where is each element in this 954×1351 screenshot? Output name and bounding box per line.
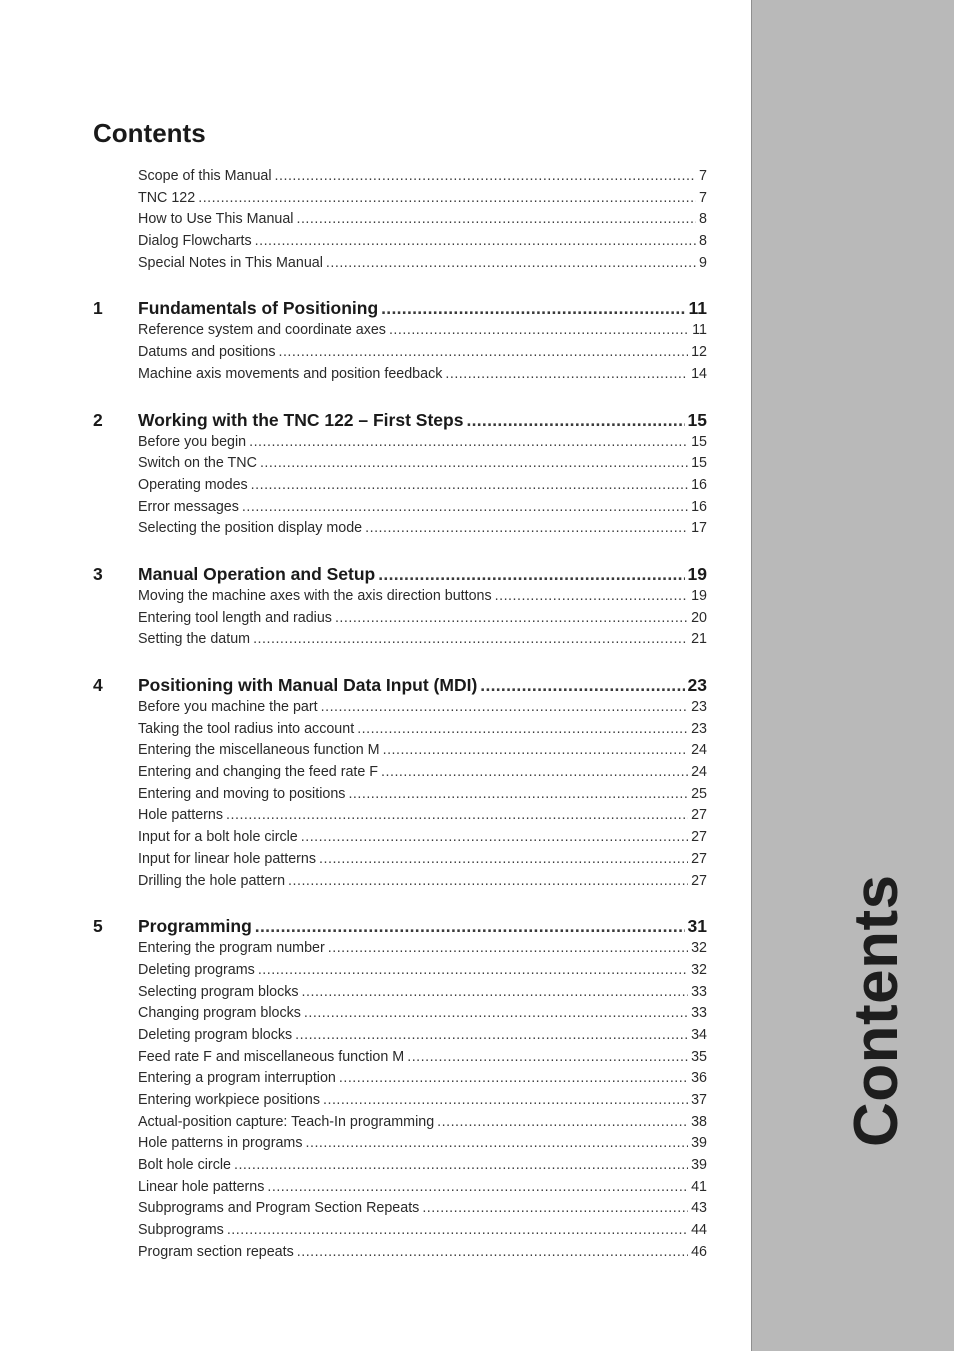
- entry-page: 33: [691, 983, 707, 1000]
- entry-title: Reference system and coordinate axes: [138, 322, 386, 339]
- entry-page: 15: [691, 455, 707, 472]
- toc-entry[interactable]: [93, 1157, 707, 1179]
- entry-title: Hole patterns: [138, 807, 224, 824]
- entry-page: 14: [691, 365, 707, 382]
- toc-entry[interactable]: [93, 588, 707, 610]
- entry-page: 32: [691, 961, 707, 978]
- toc-entry[interactable]: [93, 764, 707, 786]
- entry-title: Selecting the position display mode: [138, 520, 363, 537]
- entry-page: 33: [691, 1005, 707, 1022]
- dot-leader: [381, 764, 688, 780]
- entry-title: Input for a bolt hole circle: [138, 829, 298, 846]
- entry-page: 32: [691, 940, 707, 957]
- dot-leader: [297, 1244, 688, 1260]
- entry-page: 24: [691, 764, 707, 781]
- chapter-page: 15: [687, 409, 707, 430]
- toc-entry[interactable]: [93, 1027, 707, 1049]
- toc-entry[interactable]: [93, 1114, 707, 1136]
- toc-entry[interactable]: [93, 168, 707, 190]
- dot-leader: [445, 366, 688, 382]
- toc-entry[interactable]: [93, 699, 707, 721]
- toc-entry[interactable]: [93, 1049, 707, 1071]
- entry-page: 11: [692, 322, 707, 339]
- dot-leader: [323, 1092, 688, 1108]
- dot-leader: [304, 1005, 688, 1021]
- dot-leader: [226, 807, 688, 823]
- entry-page: 27: [691, 829, 707, 846]
- entry-title: Deleting program blocks: [138, 1026, 293, 1043]
- toc-entry[interactable]: [93, 807, 707, 829]
- entry-page: 9: [699, 254, 707, 271]
- entry-page: 27: [691, 807, 707, 824]
- entry-page: 8: [699, 233, 707, 250]
- chapter-page: 31: [687, 916, 707, 937]
- dot-leader: [381, 298, 685, 319]
- toc-entry[interactable]: [93, 477, 707, 499]
- toc-chapter[interactable]: [93, 564, 707, 588]
- entry-page: 8: [699, 211, 707, 228]
- toc-entry[interactable]: [93, 1070, 707, 1092]
- toc-entry[interactable]: [93, 1179, 707, 1201]
- dot-leader: [466, 410, 684, 431]
- chapter-number: 5: [93, 916, 103, 937]
- entry-page: 36: [691, 1070, 707, 1087]
- chapter-title: Positioning with Manual Data Input (MDI): [138, 675, 478, 695]
- entry-title: Setting the datum: [138, 631, 251, 648]
- chapter-title: Programming: [138, 916, 252, 937]
- dot-leader: [383, 742, 689, 758]
- dot-leader: [296, 211, 696, 227]
- dot-leader: [328, 940, 688, 956]
- entry-page: 27: [691, 872, 707, 889]
- toc-entry[interactable]: [93, 1005, 707, 1027]
- side-tab-title: Contents: [842, 874, 911, 1147]
- dot-leader: [255, 233, 696, 249]
- entry-title: Feed rate F and miscellaneous function M: [138, 1048, 405, 1065]
- toc-entry[interactable]: [93, 344, 707, 366]
- toc-entry[interactable]: [93, 233, 707, 255]
- entry-title: Taking the tool radius into account: [138, 720, 355, 737]
- entry-title: Moving the machine axes with the axis direction buttons: [138, 587, 492, 604]
- dot-leader: [234, 1157, 688, 1173]
- entry-page: 43: [691, 1200, 707, 1217]
- entry-title: Before you begin: [138, 433, 247, 450]
- entry-page: 41: [691, 1178, 707, 1195]
- chapter-number: 4: [93, 675, 103, 695]
- entry-page: 25: [691, 785, 707, 802]
- entry-title: Entering workpiece positions: [138, 1092, 320, 1108]
- toc-entry[interactable]: [93, 631, 707, 653]
- dot-leader: [258, 962, 688, 978]
- chapter-page: 23: [687, 675, 707, 695]
- chapter-title: Working with the TNC 122 – First Steps: [138, 409, 464, 430]
- entry-title: Entering tool length and radius: [138, 609, 332, 626]
- entry-title: Special Notes in This Manual: [138, 254, 323, 271]
- toc-entry[interactable]: [93, 366, 707, 388]
- dot-leader: [249, 434, 688, 450]
- entry-title: Switch on the TNC: [138, 455, 257, 472]
- dot-leader: [278, 344, 688, 360]
- entry-title: Scope of this Manual: [138, 168, 272, 184]
- toc-chapter[interactable]: [93, 916, 707, 940]
- entry-page: 35: [691, 1048, 707, 1065]
- chapter-title: Manual Operation and Setup: [138, 563, 376, 584]
- entry-page: 16: [691, 476, 707, 493]
- toc-entry[interactable]: [93, 1092, 707, 1114]
- dot-leader: [357, 721, 688, 737]
- entry-title: Bolt hole circle: [138, 1157, 231, 1174]
- page-title: Contents: [93, 118, 206, 148]
- toc-entry[interactable]: [93, 322, 707, 344]
- toc-entry[interactable]: [93, 190, 707, 212]
- dot-leader: [255, 916, 685, 937]
- entry-title: Program section repeats: [138, 1243, 294, 1260]
- chapter-page: 11: [688, 298, 707, 319]
- dot-leader: [267, 1179, 688, 1195]
- toc-entry[interactable]: [93, 1222, 707, 1244]
- chapter-number: 1: [93, 298, 103, 319]
- chapter-number: 2: [93, 409, 103, 430]
- entry-title: Before you machine the part: [138, 699, 318, 715]
- dot-leader: [288, 873, 688, 889]
- toc-entry[interactable]: [93, 721, 707, 743]
- entry-title: Entering a program interruption: [138, 1070, 336, 1087]
- side-tab: [751, 0, 954, 1351]
- entry-title: Error messages: [138, 498, 239, 515]
- dot-leader: [389, 322, 689, 338]
- dot-leader: [302, 984, 689, 1000]
- entry-page: 46: [691, 1243, 707, 1260]
- toc-chapter[interactable]: [93, 410, 707, 434]
- dot-leader: [348, 786, 688, 802]
- entry-page: 21: [691, 631, 707, 648]
- dot-leader: [306, 1135, 689, 1151]
- entry-page: 15: [691, 433, 707, 450]
- toc-entry[interactable]: [93, 1200, 707, 1222]
- chapter-number: 3: [93, 563, 103, 584]
- entry-page: 20: [691, 609, 707, 626]
- dot-leader: [365, 520, 688, 536]
- dot-leader: [198, 190, 696, 206]
- entry-title: Datums and positions: [138, 344, 276, 361]
- dot-leader: [422, 1200, 688, 1216]
- toc-entry[interactable]: [93, 742, 707, 764]
- toc-entry[interactable]: [93, 873, 707, 895]
- entry-page: 37: [691, 1092, 707, 1108]
- entry-title: Machine axis movements and position feedback: [138, 365, 443, 382]
- chapter-page: 19: [687, 563, 707, 584]
- entry-page: 7: [699, 189, 707, 206]
- entry-page: 12: [691, 344, 707, 361]
- entry-page: 23: [691, 720, 707, 737]
- toc-entry[interactable]: [93, 255, 707, 277]
- toc-entry[interactable]: [93, 211, 707, 233]
- dot-leader: [326, 255, 696, 271]
- dot-leader: [242, 499, 688, 515]
- entry-title: Input for linear hole patterns: [138, 850, 317, 867]
- toc-entry[interactable]: [93, 434, 707, 456]
- toc-entry[interactable]: [93, 499, 707, 521]
- entry-page: 7: [699, 168, 707, 184]
- dot-leader: [227, 1222, 688, 1238]
- dot-leader: [407, 1049, 688, 1065]
- chapter-title: Fundamentals of Positioning: [138, 298, 379, 319]
- entry-page: 23: [691, 699, 707, 715]
- entry-title: Entering and moving to positions: [138, 785, 346, 802]
- dot-leader: [378, 564, 684, 585]
- dot-leader: [275, 168, 697, 184]
- entry-page: 38: [691, 1113, 707, 1130]
- toc-entry[interactable]: [93, 984, 707, 1006]
- toc-entry[interactable]: [93, 1244, 707, 1266]
- entry-title: Deleting programs: [138, 961, 255, 978]
- toc-entry[interactable]: [93, 940, 707, 962]
- dot-leader: [335, 610, 688, 626]
- entry-title: Dialog Flowcharts: [138, 233, 252, 250]
- toc-entry[interactable]: [93, 455, 707, 477]
- toc-entry[interactable]: [93, 851, 707, 873]
- entry-title: How to Use This Manual: [138, 211, 294, 228]
- toc-entry[interactable]: [93, 520, 707, 542]
- entry-title: Entering the miscellaneous function M: [138, 742, 380, 759]
- dot-leader: [251, 477, 688, 493]
- toc-entry[interactable]: [93, 610, 707, 632]
- toc-entry[interactable]: [93, 829, 707, 851]
- entry-page: 27: [691, 850, 707, 867]
- dot-leader: [319, 851, 688, 867]
- entry-title: Entering and changing the feed rate F: [138, 764, 379, 781]
- dot-leader: [260, 455, 688, 471]
- entry-page: 17: [691, 520, 707, 537]
- entry-page: 44: [691, 1222, 707, 1239]
- entry-title: Linear hole patterns: [138, 1178, 265, 1195]
- dot-leader: [437, 1114, 688, 1130]
- entry-title: Drilling the hole pattern: [138, 872, 286, 889]
- entry-title: Operating modes: [138, 476, 248, 493]
- dot-leader: [295, 1027, 688, 1043]
- toc-chapter[interactable]: [93, 298, 707, 322]
- entry-page: 19: [691, 587, 707, 604]
- entry-title: Subprograms: [138, 1222, 224, 1239]
- entry-title: Selecting program blocks: [138, 983, 299, 1000]
- dot-leader: [495, 588, 688, 604]
- dot-leader: [321, 699, 688, 715]
- toc-entry[interactable]: [93, 962, 707, 984]
- entry-title: Actual-position capture: Teach-In programming: [138, 1113, 435, 1130]
- dot-leader: [339, 1070, 688, 1086]
- dot-leader: [480, 675, 684, 696]
- entry-title: Changing program blocks: [138, 1005, 301, 1022]
- toc-entry[interactable]: [93, 1135, 707, 1157]
- dot-leader: [253, 631, 688, 647]
- entry-title: Hole patterns in programs: [138, 1135, 303, 1152]
- toc-entry[interactable]: [93, 786, 707, 808]
- entry-page: 16: [691, 498, 707, 515]
- entry-page: 24: [691, 742, 707, 759]
- toc-chapter[interactable]: [93, 675, 707, 699]
- dot-leader: [301, 829, 688, 845]
- entry-title: Entering the program number: [138, 940, 325, 957]
- entry-page: 39: [691, 1135, 707, 1152]
- table-of-contents: [93, 168, 707, 1266]
- entry-page: 34: [691, 1026, 707, 1043]
- entry-page: 39: [691, 1157, 707, 1174]
- entry-title: TNC 122: [138, 189, 196, 206]
- entry-title: Subprograms and Program Section Repeats: [138, 1200, 420, 1217]
